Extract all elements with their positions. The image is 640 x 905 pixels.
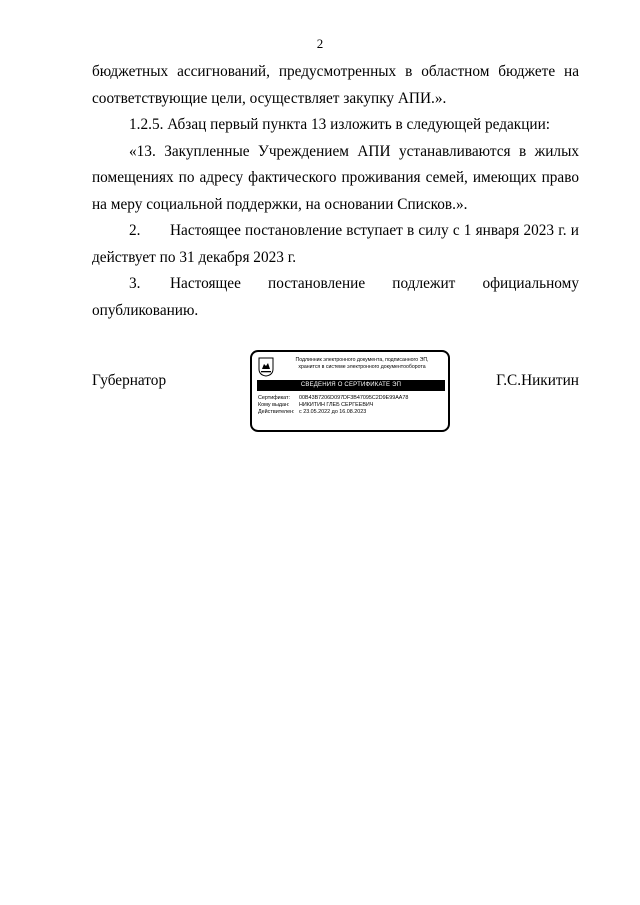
page-number: 2	[316, 36, 324, 51]
text-line: Настоящее постановление подлежит официальному	[170, 275, 579, 292]
item-number: 3.	[129, 275, 141, 292]
paragraph-quote	[92, 139, 579, 219]
text-line: опубликованию.	[92, 301, 199, 319]
document-body	[92, 59, 579, 324]
item-number: 2.	[129, 222, 141, 239]
text-line: 1.2.5. Абзац первый пункта 13 изложить в следующей редакции:	[129, 116, 551, 133]
signer-title: Губернатор	[92, 372, 167, 389]
text-line: Настоящее постановление вступает в силу с 1 января 2023 г. и	[170, 222, 579, 239]
signer-name: Г.С.Никитин	[496, 372, 579, 389]
coat-of-arms-icon	[258, 357, 274, 377]
certificate-row: Сертификат: 00B43B7206D097DF3B47095C2D9E99AA78	[258, 395, 409, 401]
text-line: соответствующие цели, осуществляет закупку АПИ.».	[92, 89, 447, 107]
issued-to-row: Кому выдан: НИКИТИН ГЛЕБ СЕРГЕЕВИЧ	[258, 402, 374, 408]
paragraph-amendment	[92, 112, 579, 139]
paragraph-continuation	[92, 59, 579, 112]
certificate-details	[258, 395, 446, 416]
item-3	[92, 271, 579, 324]
item-2	[92, 218, 579, 271]
electronic-signature-stamp	[250, 350, 450, 432]
validity-row: Действителен: с 23.05.2022 до 16.08.2023	[258, 409, 367, 415]
text-line: действует по 31 декабря 2023 г.	[92, 248, 297, 266]
text-line: на меру социальной поддержки, на основании Списков.».	[92, 195, 468, 213]
stamp-notice: Подлинник электронного документа, подписанного ЭП, хранится в системе электронного документооборота	[295, 357, 429, 370]
text-line: бюджетных ассигнований, предусмотренных в областном бюджете на	[92, 63, 579, 80]
text-line: «13. Закупленные Учреждением АПИ устанавливаются в жилых	[129, 142, 579, 160]
stamp-header: СВЕДЕНИЯ О СЕРТИФИКАТЕ ЭП	[257, 380, 445, 391]
text-line: помещениях по адресу фактического проживания семей, имеющих право	[92, 169, 579, 186]
signature-block	[92, 350, 579, 436]
